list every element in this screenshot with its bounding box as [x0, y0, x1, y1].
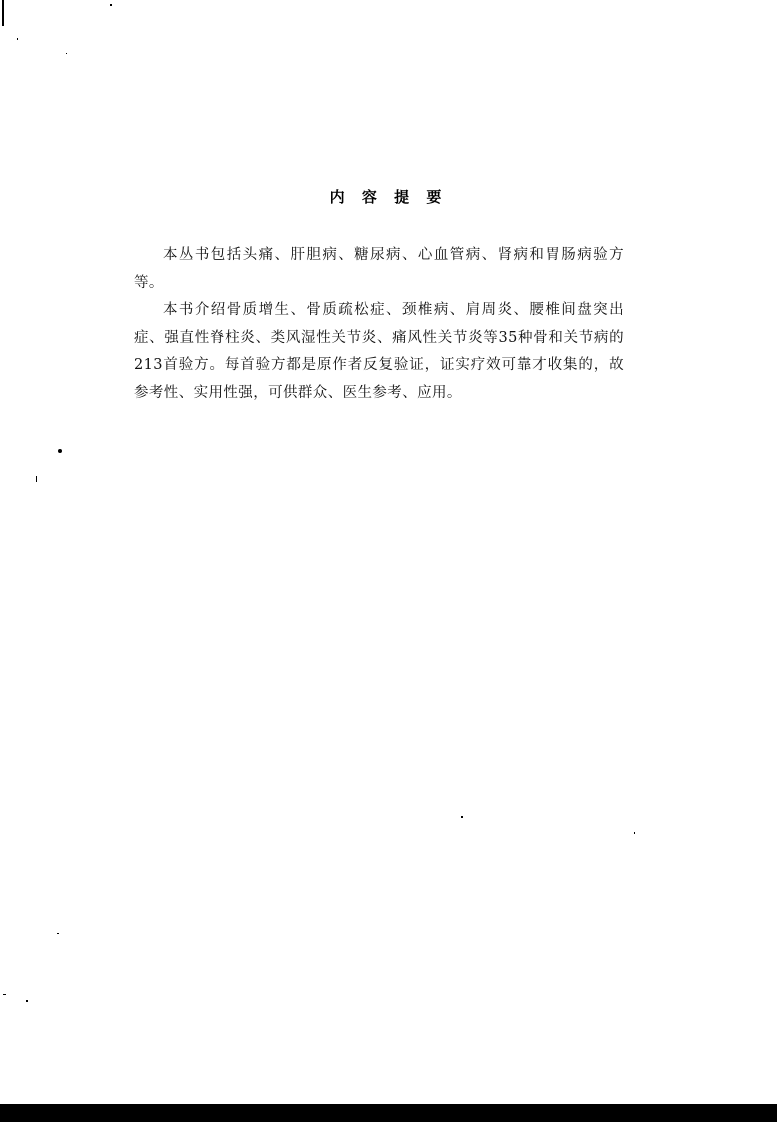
page-title: 内 容 提 要 — [329, 188, 448, 206]
scan-speck — [3, 994, 6, 995]
scan-speck — [110, 4, 112, 6]
summary-body — [134, 242, 624, 407]
scan-speck — [2, 0, 4, 26]
scan-speck — [461, 816, 463, 818]
scan-border-bar — [0, 1104, 777, 1122]
scan-speck — [17, 38, 18, 40]
scan-speck — [58, 449, 62, 453]
scan-speck — [26, 1000, 28, 1002]
scan-speck — [36, 476, 37, 482]
scan-speck — [66, 53, 67, 54]
paragraph: 本书介绍骨质增生、骨质疏松症、颈椎病、肩周炎、腰椎间盘突出症、强直性脊柱炎、类风湿性关节炎、痛风性关节炎等35种骨和关节病的213首验方。每首验方都是原作者反复验证，证实疗效可靠才收集的，故参考性、实用性强，可供群众、医生参考、应用。 — [134, 302, 624, 401]
paragraph: 本丛书包括头痛、肝胆病、糖尿病、心血管病、肾病和胃肠病验方等。 — [134, 247, 624, 291]
scan-speck — [57, 933, 59, 934]
scan-speck — [634, 832, 635, 834]
